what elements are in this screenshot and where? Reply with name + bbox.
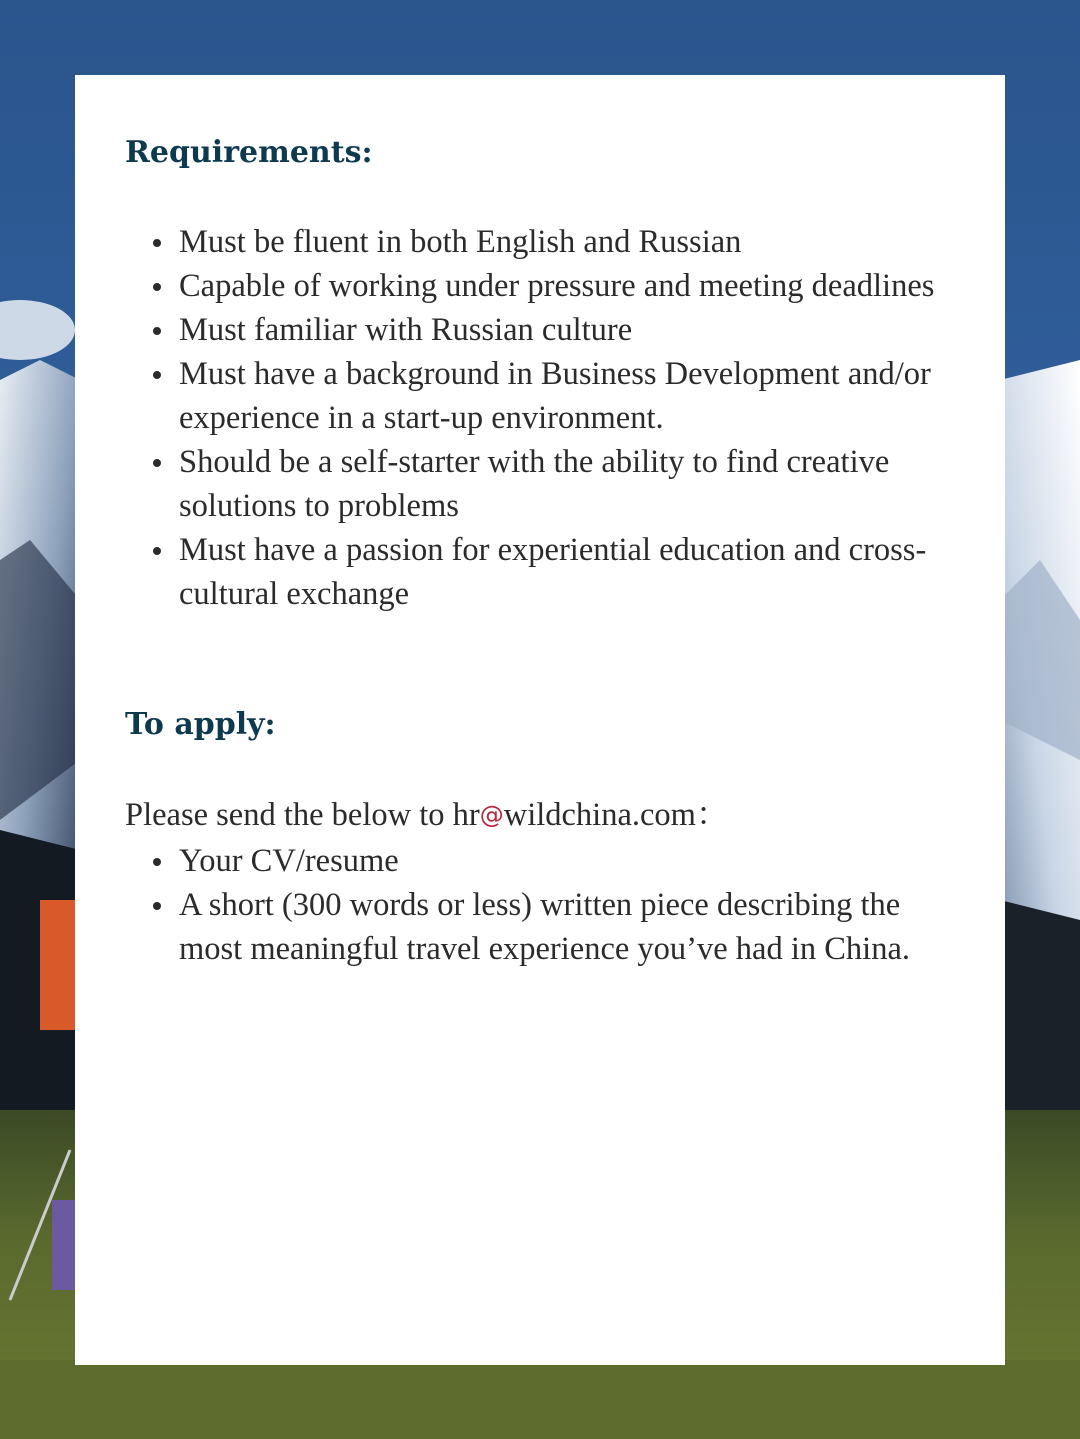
bullet-dot-icon [153, 239, 161, 247]
bullet-dot-icon [153, 858, 161, 866]
list-item-text: Must have a background in Business Development and/or experience in a start-up environment. [179, 356, 931, 436]
list-item-text: Must have a passion for experiential education and cross-cultural exchange [179, 532, 927, 612]
bullet-dot-icon [153, 459, 161, 467]
list-item [125, 528, 965, 616]
apply-intro-text: Please send the below to hr [125, 797, 480, 833]
list-item-text: Must familiar with Russian culture [179, 312, 633, 348]
list-item [125, 308, 965, 352]
apply-email-domain: wildchina.com： [503, 797, 729, 833]
bullet-dot-icon [153, 902, 161, 910]
content-card [75, 75, 1005, 1365]
list-item-text: A short (300 words or less) written piece describing the most meaningful travel experience you’ve had in China. [179, 887, 911, 967]
requirements-heading: Requirements: [125, 135, 373, 170]
at-symbol-icon: @ [479, 801, 504, 829]
list-item [125, 352, 965, 440]
apply-heading: To apply: [125, 707, 276, 742]
bullet-dot-icon [153, 327, 161, 335]
list-item [125, 264, 965, 308]
list-item [125, 839, 965, 883]
list-item-text: Capable of working under pressure and meeting deadlines [179, 268, 935, 304]
bullet-dot-icon [153, 371, 161, 379]
list-item [125, 883, 965, 971]
bullet-dot-icon [153, 283, 161, 291]
list-item [125, 440, 965, 528]
list-item-text: Your CV/resume [179, 843, 399, 879]
list-item-text: Must be fluent in both English and Russian [179, 224, 742, 260]
requirements-list [125, 220, 965, 616]
bullet-dot-icon [153, 547, 161, 555]
list-item-text: Should be a self-starter with the ability to find creative solutions to problems [179, 444, 890, 524]
apply-intro [125, 793, 728, 837]
list-item [125, 220, 965, 264]
apply-list [125, 839, 965, 971]
